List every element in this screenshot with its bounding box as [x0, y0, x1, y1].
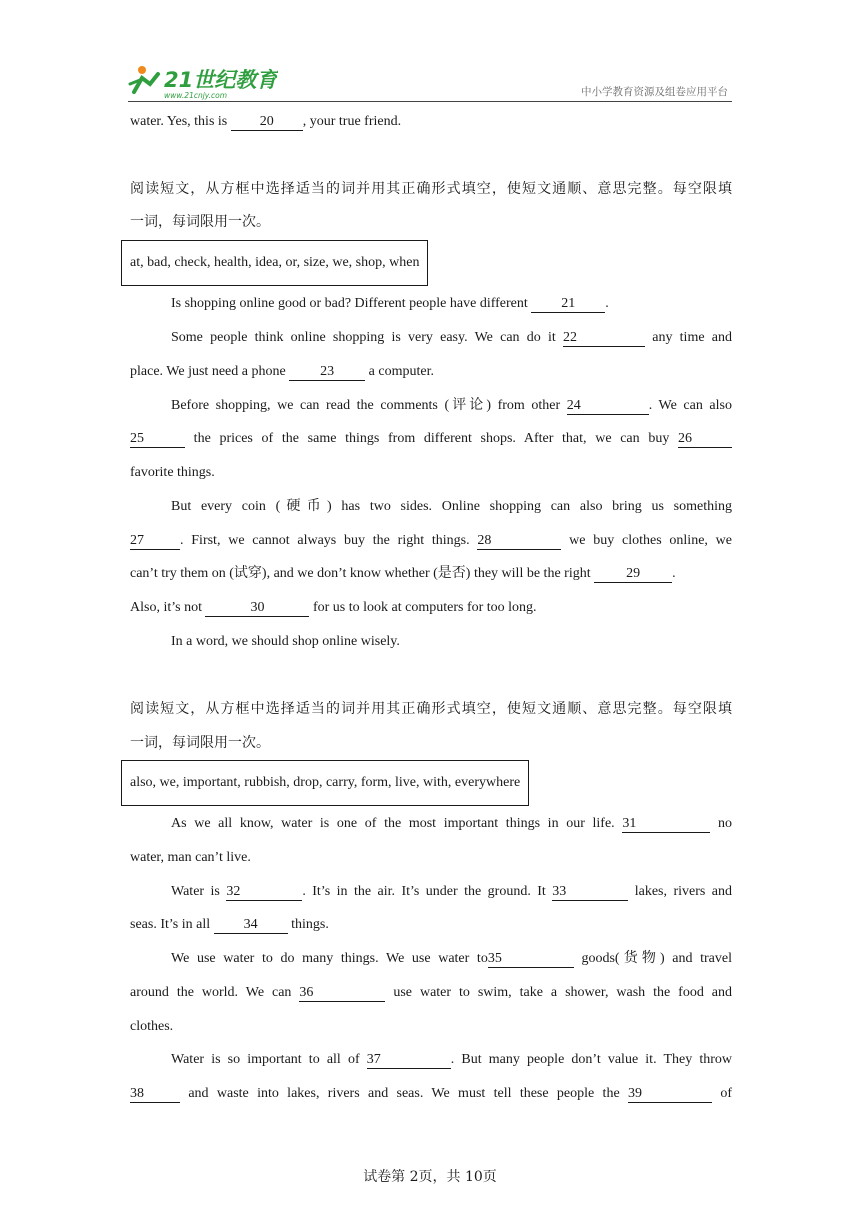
instruction-line: 一词，每词限用一次。 — [130, 214, 270, 230]
text-line: Water is 32 . It’s in the air. It’s under the ground. It 33 lakes, rivers and — [171, 884, 732, 899]
text-line: place. We just need a phone 23 a computer. — [130, 364, 434, 379]
text-line: In a word, we should shop online wisely. — [171, 634, 400, 649]
text-line: water, man can’t live. — [130, 850, 251, 865]
text-line: 38 and waste into lakes, rivers and seas. We must tell these people the 39 of — [130, 1086, 732, 1101]
logo-21cnjy — [128, 62, 278, 100]
blank-24[interactable]: 24 — [567, 398, 649, 415]
header-rule — [128, 101, 732, 102]
blank-26[interactable]: 26 — [678, 431, 732, 448]
text-line: seas. It’s in all 34 things. — [130, 917, 329, 932]
blank-21[interactable]: 21 — [531, 296, 605, 313]
site-name: 中小学教育资源及组卷应用平台 — [581, 86, 728, 98]
blank-25[interactable]: 25 — [130, 431, 185, 448]
blank-20[interactable]: 20 — [231, 114, 303, 131]
blank-31[interactable]: 31 — [622, 816, 710, 833]
blank-35[interactable]: 35 — [488, 951, 574, 968]
text-line: favorite things. — [130, 465, 215, 480]
text-line: Is shopping online good or bad? Different people have different 21 . — [171, 296, 609, 311]
text-line: We use water to do many things. We use water to35 goods(货物) and travel — [171, 951, 732, 966]
blank-33[interactable]: 33 — [552, 884, 628, 901]
blank-23[interactable]: 23 — [289, 364, 365, 381]
text-line: 27 . First, we cannot always buy the right things. 28 we buy clothes online, we — [130, 533, 733, 548]
word-box: also, we, important, rubbish, drop, carry, form, live, with, everywhere — [121, 760, 529, 806]
text-line: Water is so important to all of 37 . But many people don’t value it. They throw — [171, 1052, 733, 1067]
logo-text: 21世纪教育 — [164, 68, 278, 92]
instruction-line: 一词，每词限用一次。 — [130, 735, 270, 751]
text-line: Also, it’s not 30 for us to look at computers for too long. — [130, 600, 537, 615]
blank-36[interactable]: 36 — [299, 985, 385, 1002]
blank-32[interactable]: 32 — [226, 884, 302, 901]
blank-37[interactable]: 37 — [367, 1052, 451, 1069]
page-header — [128, 62, 732, 102]
blank-38[interactable]: 38 — [130, 1086, 180, 1103]
text-line: But every coin (硬币) has two sides. Online shopping can also bring us something — [171, 499, 732, 514]
blank-39[interactable]: 39 — [628, 1086, 712, 1103]
instruction-line: 阅读短文，从方框中选择适当的词并用其正确形式填空，使短文通顺、意思完整。每空限填 — [130, 181, 732, 197]
text-line: can’t try them on (试穿), and we don’t know whether (是否) they will be the right 29 . — [130, 566, 676, 581]
blank-22[interactable]: 22 — [563, 330, 645, 347]
text-line: Before shopping, we can read the comments (评论) from other 24 . We can also — [171, 398, 732, 413]
text-line: water. Yes, this is 20 , your true friend. — [130, 114, 402, 129]
text-line: around the world. We can 36 use water to swim, take a shower, wash the food and — [130, 985, 733, 1000]
blank-30[interactable]: 30 — [205, 600, 309, 617]
blank-27[interactable]: 27 — [130, 533, 180, 550]
instruction-line: 阅读短文，从方框中选择适当的词并用其正确形式填空，使短文通顺、意思完整。每空限填 — [130, 701, 732, 717]
word-box: at, bad, check, health, idea, or, size, we, shop, when — [121, 240, 428, 286]
text-line: 25 the prices of the same things from different shops. After that, we can buy 26 — [130, 429, 732, 449]
blank-29[interactable]: 29 — [594, 566, 672, 583]
text-line: Some people think online shopping is very easy. We can do it 22 any time and — [171, 330, 732, 345]
blank-34[interactable]: 34 — [214, 917, 288, 934]
text-line: clothes. — [130, 1019, 174, 1034]
text-line: As we all know, water is one of the most important things in our life. 31 no — [171, 816, 732, 831]
blank-28[interactable]: 28 — [477, 533, 561, 550]
logo-url: www.21cnjy.com — [164, 91, 228, 100]
page-footer: 试卷第 2页，共 10页 — [363, 1169, 497, 1185]
